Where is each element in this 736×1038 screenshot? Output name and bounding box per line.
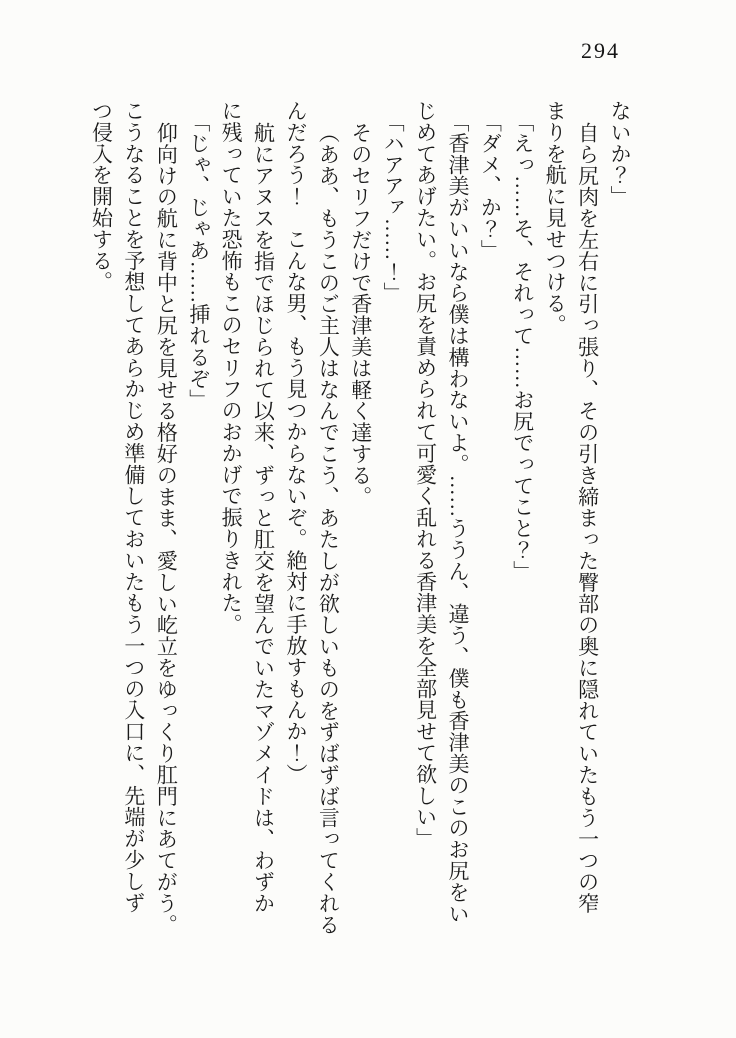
text-column-6: 「香津美がいいなら僕は構わないよ。……ううん、違う、僕も香津美のこのお尻をい <box>445 111 470 925</box>
text-column-16: こうなることを予想してあらかじめ準備しておいたもう一つの入口に、先端が少しず <box>121 100 146 914</box>
text-column-8: 「ハアアァ……！」 <box>381 111 406 304</box>
text-block <box>85 100 636 936</box>
text-column-9: そのセリフだけで香津美は軽く達する。 <box>348 122 373 508</box>
text-column-1: ないか？」 <box>608 100 632 207</box>
text-column-12: 航にアヌスを指でほじられて以来、ずっと肛交を望んでいたマゾメイドは、わずか <box>251 122 276 914</box>
text-column-15: 仰向けの航に背中と尻を見せる格好のまま、愛しい屹立をゆっくり肛門にあてがう。 <box>154 122 179 936</box>
text-column-11: んだろう！ こんな男、もう見つからないぞ。絶対に手放すもんか！） <box>283 100 308 785</box>
text-column-3: まりを航に見せつける。 <box>543 100 568 336</box>
text-column-14: 「じゃ、じゃあ……挿れるぞ」 <box>186 111 211 411</box>
text-column-7: じめてあげたい。お尻を責められて可愛く乱れる香津美を全部見せて欲しい」 <box>413 100 438 849</box>
text-column-10: （ああ、もうこのご主人はなんでこう、あたしが欲しいものをずばずば言ってくれる <box>316 122 341 936</box>
text-column-5: 「ダメ、か？」 <box>478 111 503 261</box>
text-column-13: に残っていた恐怖もこのセリフのおかげで振りきれた。 <box>219 100 244 635</box>
text-column-2: 自ら尻肉を左右に引っ張り、その引き締まった臀部の奥に隠れていたもう一つの窄 <box>575 122 600 914</box>
text-column-4: 「えっ……そ、それって……お尻でってこと？」 <box>510 111 535 582</box>
text-column-17: つ侵入を開始する。 <box>89 100 114 293</box>
page-number: 294 <box>581 38 620 63</box>
